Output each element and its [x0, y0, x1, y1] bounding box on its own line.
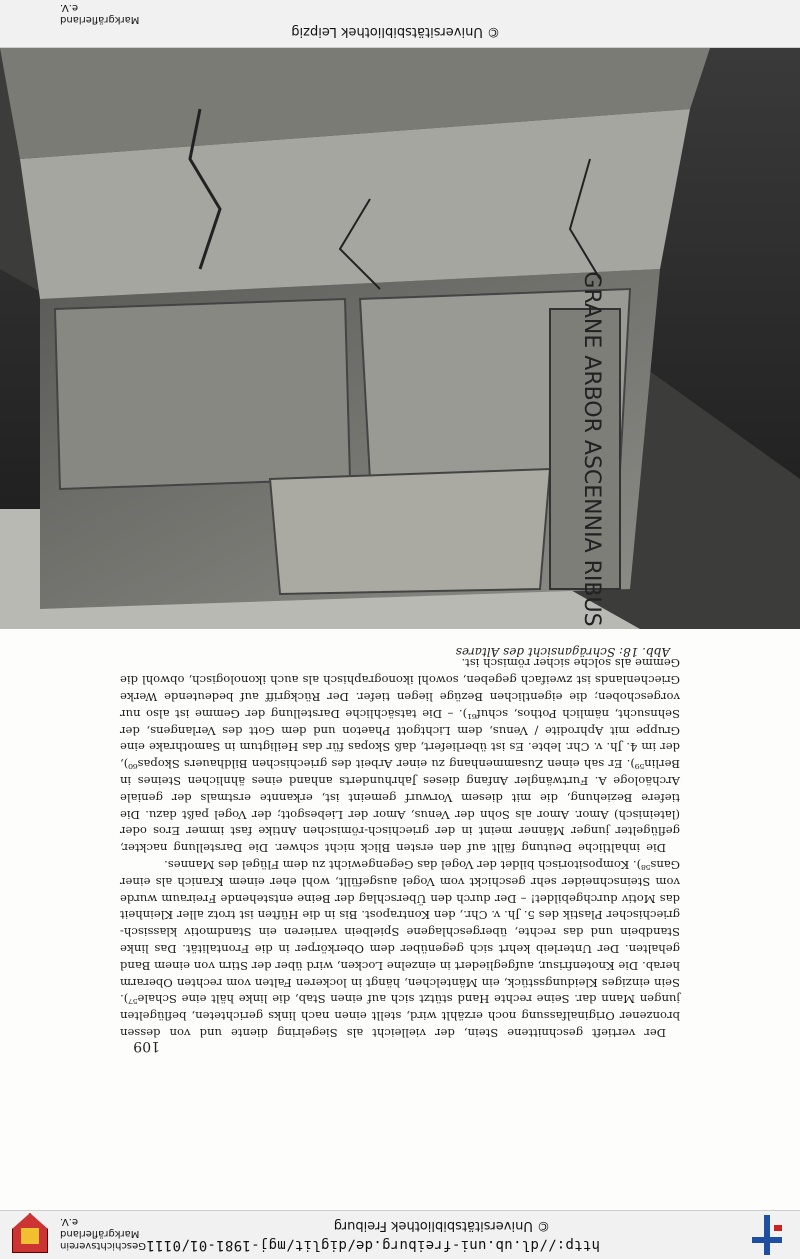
altar-photograph: [0, 48, 800, 629]
document-url-link[interactable]: http://dl.ub.uni-freiburg.de/diglit/mgj-1981-01/0111: [146, 1237, 600, 1253]
footer-bar: [0, 0, 800, 48]
header-bar: [0, 1210, 800, 1259]
society-crest-icon: [12, 1213, 48, 1253]
footer-copyright: © Universitätsbibliothek Leipzig: [291, 24, 500, 39]
library-copyright: © Universitätsbibliothek Freiburg: [333, 1218, 550, 1233]
page-number: 109: [133, 1038, 160, 1054]
paragraph: Der vertieft geschnittene Stein, der vielleicht als Siegelring diente und von dessen bronzener Originalfassung noch erzählt wird, stellt einen nach links gerichteten, beflügelten jungen Mann dar. Seine rechte Hand stützt sich auf einen Stab, die linke hält eine Schale⁵⁷). Sein einziges Kleidungsstück, ein Mäntelchen, hängt in lockeren Falten vom rechten Oberarm herab. Die Knotenfrisur, aufgegliedert in einzelne Locken, wird über der Stirn von einem Band gehalten. Der Unterleib kehrt sich gegenüber dem Oberkörper in die Frontalität. Das linke Standbein und das rechte, übergeschlagene Spielbein variieren ein Standmotiv klassisch-griechischer Plastik des 5. Jh. v. Chr., den Kontrapost. Bis in die Hüften ist trotz aller Kleinheit das Motiv durchgebildet! – Der durch den Überschlag der Beine entstehende Freiraum wurde vom Steinschneider sehr geschickt vom Vogel ausgefüllt, wohl eher einem Kranich als einer Gans⁵⁸). Kompositorisch bildet der Vogel das Gegengewicht zu dem Flügel des Mannes.: [120, 858, 680, 1040]
footer-society: Markgräflerland e.V.: [60, 2, 140, 25]
body-text: [120, 655, 680, 1041]
paragraph: Die inhaltliche Deutung fällt auf den ersten Blick nicht schwer. Die Darstellung nackter, geflügelter junger Männer meint in der griechisch-römischen Antike fast immer Eros oder (lateinisch) Amor. Amor als Sohn der Venus, Amor der Liebesgott; der Vogel paßt dazu. Die tiefere Beziehung, die mit diesem Vorwurf gemeint ist, erkannte erstmals der geniale Archäologe A. Furtwängler Anfang dieses Jahrhunderts anhand eines ähnlichen Steines in Berlin⁵⁹). Er sah einen Zusammenhang zu einer Arbeit des griechischen Bildhauers Skopas⁶⁰), der im 4. Jh. v. Chr. lebte. Es ist überliefert, daß Skopas für das Heiligtum in Samothrake eine Gruppe mit Aphrodite / Venus, dem Lichtgott Phaeton und dem Gott des Verlangens, der Sehnsucht, nämlich Pothos, schuf⁶¹). – Die tatsächliche Darstellung der Gemme ist also nur vorgeschoben; die eigentlichen Bezüge liegen tiefer. Der Rückgriff auf bedeutende Werke Griechenlands ist zweifach gegeben, sowohl ikonographisch als auch ikonologisch, obwohl die Gemme als solche sicher römisch ist.: [120, 656, 680, 856]
society-name: Geschichtsverein Markgräflerland e.V.: [60, 1216, 146, 1251]
figure-caption: Abb. 18: Schrägansicht des Altares: [455, 645, 670, 659]
university-logo-icon: [748, 1215, 786, 1255]
altar-inscription: GRANE ARBOR ASCENNIA RIBUS: [579, 271, 604, 627]
